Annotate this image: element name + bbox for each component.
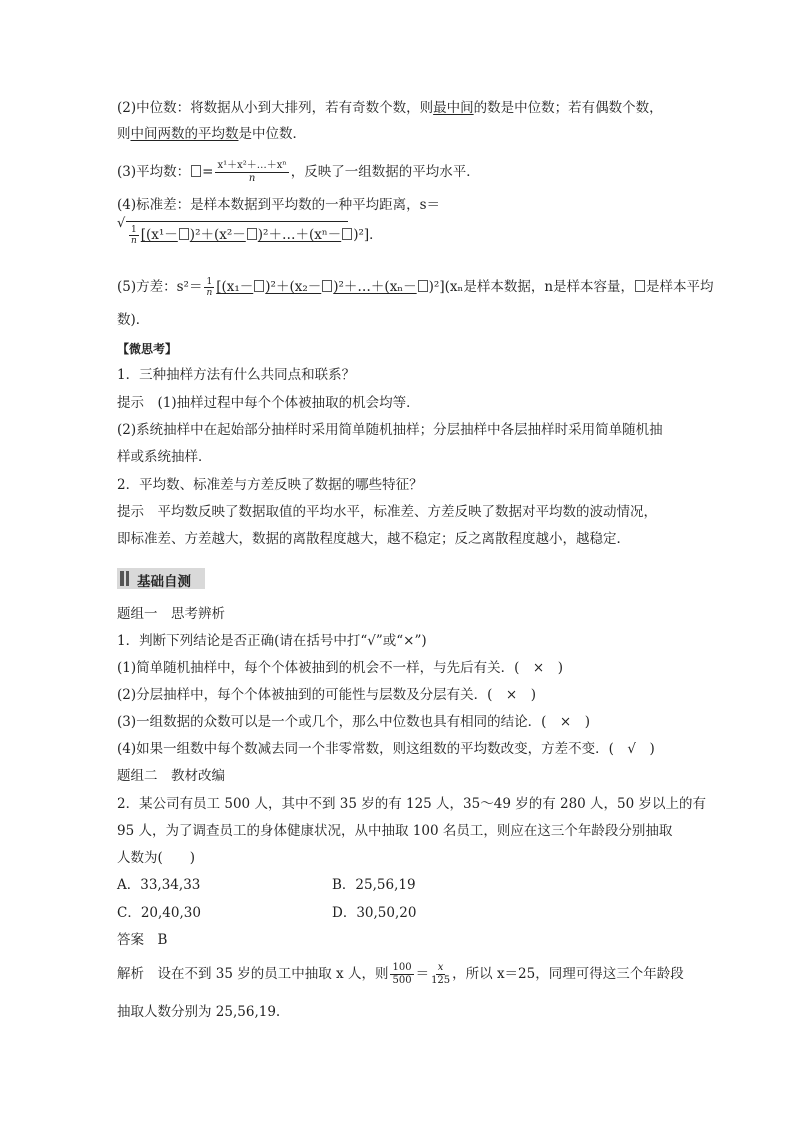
median-line-1: (2)中位数：将数据从小到大排列，若有奇数个数，则最中间的数是中位数；若有偶数个数， xyxy=(117,100,663,116)
var-line-1: (5)方差：s²＝ $\frac{1}{n}$ [(x₁－ )²＋(x₂－ )²＋…＋(xₙ－ )²](xₙ是样本数据，n是样本容量， 是样本平均 xyxy=(117,277,714,298)
option-a: A．33,34,33 xyxy=(117,877,201,893)
mean-symbol xyxy=(179,228,189,240)
hint-2-a: 提示 平均数反映了数据取值的平均水平，标准差、方差反映了数据对平均数的波动情况， xyxy=(117,504,657,520)
sqrt-bar xyxy=(126,221,348,222)
header-mark-icon xyxy=(120,571,124,586)
explanation-line-2: 抽取人数分别为 25,56,19. xyxy=(117,1004,281,1020)
question-2: 2．平均数、标准差与方差反映了数据的哪些特征？ xyxy=(117,477,423,493)
sqrt-sign: √ xyxy=(117,216,126,231)
section-title: 基础自测 xyxy=(137,574,191,590)
hint-1-c: 样或系统抽样． xyxy=(117,449,212,465)
median-line-2: 则中间两数的平均数是中位数． xyxy=(117,126,306,142)
section-header xyxy=(117,568,205,589)
hint-1-b: (2)系统抽样中在起始部分抽样时采用简单随机抽样；分层抽样中各层抽样时采用简单随机抽 xyxy=(117,422,663,438)
option-d: D．30,50,20 xyxy=(332,905,417,921)
task-2-b: 95 人，为了调查员工的身体健康状况，从中抽取 100 名员工，则应在这三个年龄段分别抽取 xyxy=(117,823,673,839)
var-line-2: 数)． xyxy=(117,312,150,328)
task-1-4: (4)如果一组数中每个数减去同一个非零常数，则这组数的平均数改变，方差不变．( √ ) xyxy=(117,741,655,757)
question-1: 1．三种抽样方法有什么共同点和联系？ xyxy=(117,367,356,383)
mean-symbol xyxy=(247,228,257,240)
option-b: B．25,56,19 xyxy=(332,877,416,893)
fraction-x-125: $\frac{x}{125}$ xyxy=(431,962,451,986)
mean-symbol xyxy=(254,280,264,292)
option-c: C．20,40,30 xyxy=(117,905,201,921)
hint-1-a: 提示 (1)抽样过程中每个个体被抽取的机会均等． xyxy=(117,395,420,411)
hint-2-b: 即标准差、方差越大，数据的离散程度越大，越不稳定；反之离散程度越小，越稳定． xyxy=(117,531,630,547)
think-title: 【微思考】 xyxy=(117,342,178,356)
fraction-100-500: $\frac{100}{500}$ xyxy=(392,962,412,986)
sd-line-2: $\frac{1}{n}$ [(x¹－ )²＋(x²－ )²＋…＋(xⁿ－ )²]． xyxy=(130,225,383,246)
header-mark-icon xyxy=(126,571,129,586)
var-fraction: $\frac{1}{n}$ xyxy=(206,277,213,298)
task-2-a: 2．某公司有员工 500 人，其中不到 35 岁的有 125 人，35～49 岁的有 280 人，50 岁以上的有 xyxy=(117,796,707,812)
mean-line: (3)平均数： = $\frac{\text{x¹＋x²＋…＋xⁿ}}{n}$ ，反映了一组数据的平均水平． xyxy=(117,160,480,184)
mean-symbol xyxy=(191,165,201,177)
group-2-title: 题组二 教材改编 xyxy=(117,768,225,784)
task-1-1: (1)简单随机抽样中，每个个体被抽到的机会不一样，与先后有关．( × ) xyxy=(117,660,563,676)
explanation-line-1: 解析 设在不到 35 岁的员工中抽取 x 人，则 $\frac{100}{500}$ ＝ $\frac{x}{125}$ ，所以 x＝25，同理可得这三个年龄段 xyxy=(117,962,684,986)
sd-line-1: (4)标准差：是样本数据到平均数的一种平均距离，s＝ xyxy=(117,197,441,213)
task-1-2: (2)分层抽样中，每个个体被抽到的可能性与层数及分层有关．( × ) xyxy=(117,687,536,703)
group-1-title: 题组一 思考辨析 xyxy=(117,606,225,622)
mean-symbol xyxy=(418,280,428,292)
task-2-c: 人数为( ) xyxy=(117,850,196,866)
answer-line: 答案 B xyxy=(117,932,168,948)
sd-fraction: $\frac{1}{n}$ xyxy=(130,225,137,246)
task-1: 1．判断下列结论是否正确(请在括号中打“√”或“×”) xyxy=(117,633,427,649)
mean-symbol xyxy=(635,280,645,292)
mean-symbol xyxy=(322,280,332,292)
mean-fraction: $\frac{\text{x¹＋x²＋…＋xⁿ}}{n}$ xyxy=(217,160,287,184)
mean-symbol xyxy=(342,228,352,240)
task-1-3: (3)一组数据的众数可以是一个或几个，那么中位数也具有相同的结论．( × ) xyxy=(117,714,590,730)
